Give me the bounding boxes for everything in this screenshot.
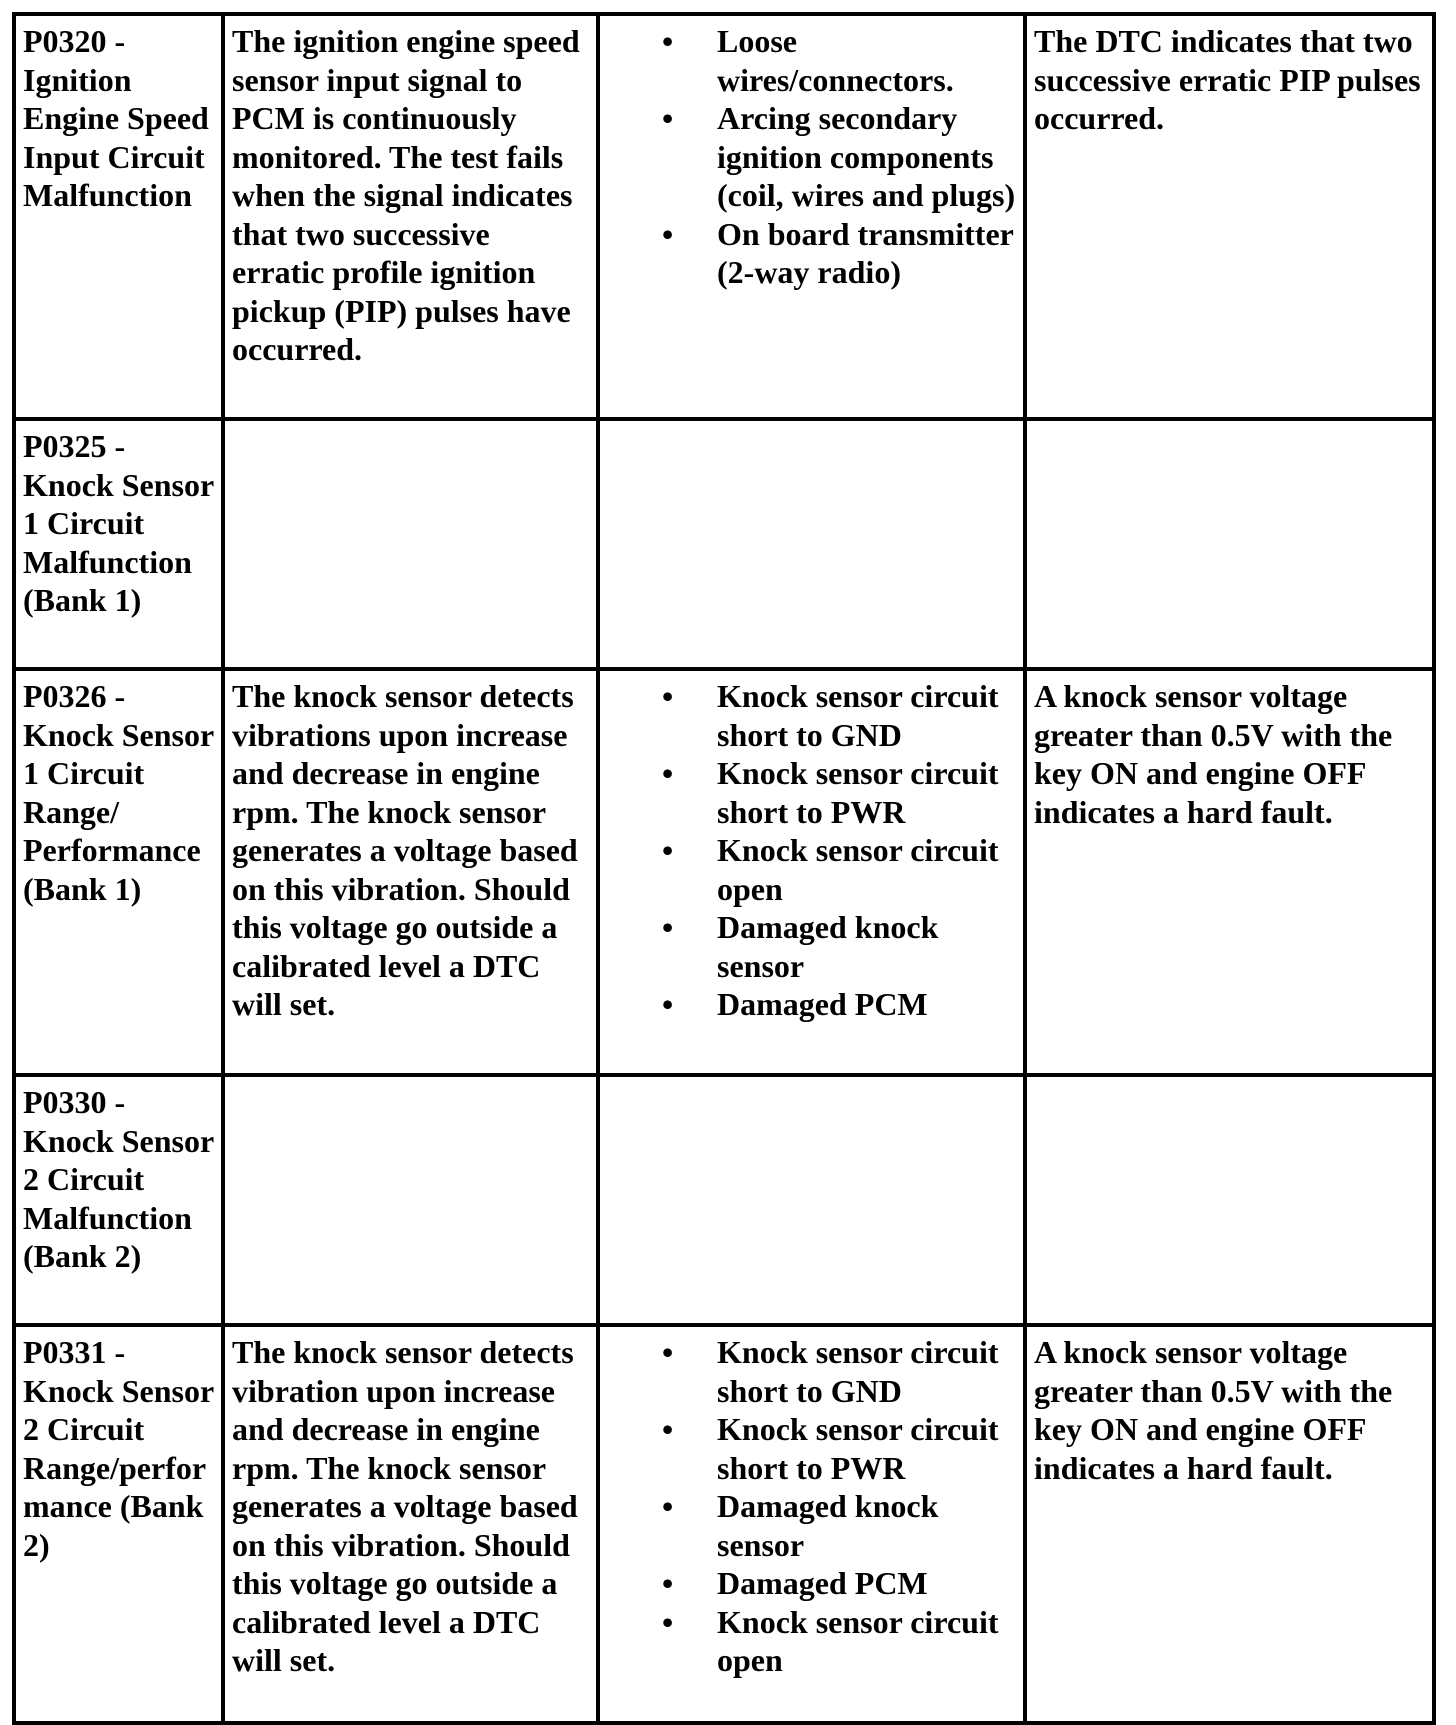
list-item: • Knock sensor circuit short to PWR — [662, 1411, 999, 1486]
list-item: • Damaged knock sensor — [662, 909, 939, 984]
notes-cell — [1025, 419, 1434, 669]
bullet-icon: • — [662, 678, 674, 714]
list-item: • Arcing secondary ignition components (coil, wires and plugs) — [662, 100, 1016, 213]
causes-list — [607, 22, 1017, 292]
bullet-icon: • — [662, 215, 674, 252]
dtc-table — [12, 12, 1436, 1725]
causes-cell — [598, 669, 1025, 1075]
list-item: • Knock sensor circuit short to GND — [662, 1334, 999, 1409]
description-cell — [223, 419, 598, 669]
bullet-icon: • — [662, 1334, 674, 1370]
list-item: • Damaged knock sensor — [662, 1488, 939, 1563]
notes-cell: The DTC indicates that two successive erratic PIP pulses occurred. — [1025, 14, 1434, 419]
table-row — [14, 1325, 1434, 1723]
list-item: • Damaged PCM — [662, 1565, 928, 1601]
dtc-code-cell: P0330 - Knock Sensor 2 Circuit Malfunction (Bank 2) — [14, 1075, 223, 1325]
list-item: • Knock sensor circuit short to GND — [662, 678, 999, 753]
notes-cell — [1025, 1075, 1434, 1325]
dtc-code-cell: P0331 - Knock Sensor 2 Circuit Range/performance (Bank 2) — [14, 1325, 223, 1723]
list-item: • Knock sensor circuit short to PWR — [662, 755, 999, 830]
causes-list — [607, 677, 1017, 1024]
table-row — [14, 14, 1434, 419]
description-cell: The knock sensor detects vibrations upon increase and decrease in engine rpm. The knock sensor generates a voltage based on this vibration. Should this voltage go outside a calibrated level a DTC will set. — [223, 669, 598, 1075]
list-item: • On board transmitter (2-way radio) — [662, 215, 1014, 290]
notes-cell: A knock sensor voltage greater than 0.5V with the key ON and engine OFF indicates a hard fault. — [1025, 1325, 1434, 1723]
dtc-code-cell: P0320 - Ignition Engine Speed Input Circuit Malfunction — [14, 14, 223, 419]
causes-cell — [598, 1075, 1025, 1325]
list-item: • Loose wires/connectors. — [662, 23, 954, 98]
causes-list — [607, 1333, 1017, 1680]
table-row — [14, 669, 1434, 1075]
list-item: • Damaged PCM — [662, 986, 928, 1022]
bullet-icon: • — [662, 1603, 674, 1640]
table-row — [14, 1075, 1434, 1325]
list-item: • Knock sensor circuit open — [662, 1603, 999, 1678]
bullet-icon: • — [662, 1411, 674, 1447]
causes-cell — [598, 419, 1025, 669]
list-item: • Knock sensor circuit open — [662, 832, 999, 907]
dtc-code-cell: P0326 - Knock Sensor 1 Circuit Range/ Performance (Bank 1) — [14, 669, 223, 1075]
description-cell — [223, 1075, 598, 1325]
description-cell: The knock sensor detects vibration upon increase and decrease in engine rpm. The knock sensor generates a voltage based on this vibration. Should this voltage go outside a calibrated level a DTC will set. — [223, 1325, 598, 1723]
bullet-icon: • — [662, 23, 674, 59]
bullet-icon: • — [662, 755, 674, 791]
dtc-code-cell: P0325 - Knock Sensor 1 Circuit Malfunction (Bank 1) — [14, 419, 223, 669]
description-cell: The ignition engine speed sensor input signal to PCM is continuously monitored. The test fails when the signal indicates that two successive erratic profile ignition pickup (PIP) pulses have occurred. — [223, 14, 598, 419]
causes-cell — [598, 14, 1025, 419]
bullet-icon: • — [662, 986, 674, 1022]
notes-cell: A knock sensor voltage greater than 0.5V with the key ON and engine OFF indicates a hard fault. — [1025, 669, 1434, 1075]
bullet-icon: • — [662, 1565, 674, 1601]
bullet-icon: • — [662, 909, 674, 945]
table-row — [14, 419, 1434, 669]
bullet-icon: • — [662, 100, 674, 136]
bullet-icon: • — [662, 832, 674, 868]
bullet-icon: • — [662, 1488, 674, 1524]
causes-cell — [598, 1325, 1025, 1723]
